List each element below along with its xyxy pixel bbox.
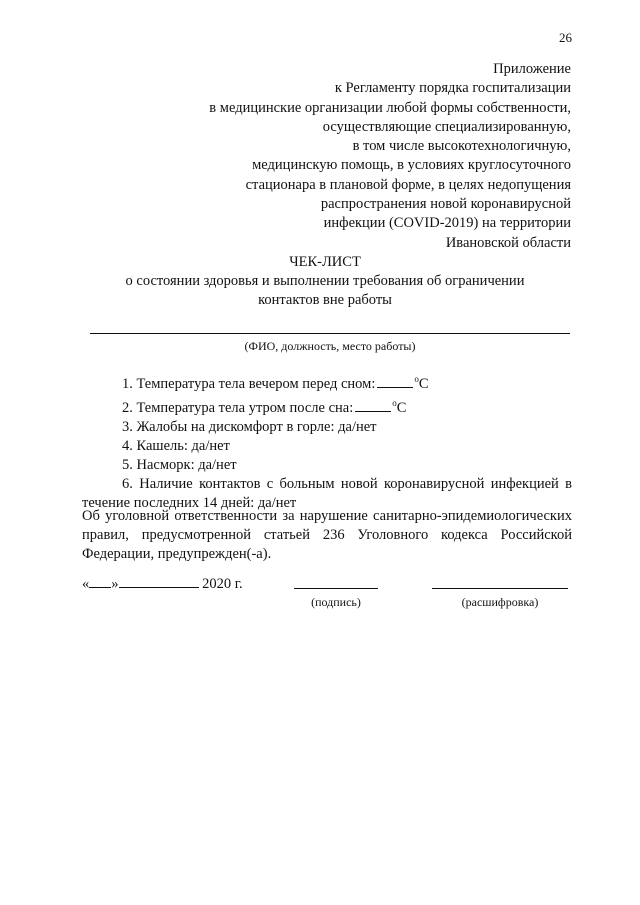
document-title-block <box>80 253 570 310</box>
fio-fill-line[interactable] <box>90 332 570 334</box>
quote-open: « <box>82 576 90 592</box>
fio-caption: (ФИО, должность, место работы) <box>244 339 416 353</box>
year-label: 2020 г. <box>202 576 243 592</box>
appendix-line: Приложение <box>493 61 571 77</box>
checklist-item-morning-temperature <box>82 394 572 418</box>
degree-mark: o <box>414 374 419 384</box>
appendix-header <box>151 60 571 253</box>
document-subtitle-line: о состоянии здоровья и выполнении требования об ограничении <box>125 273 525 289</box>
document-title: ЧЕК-ЛИСТ <box>289 254 361 270</box>
degree-mark: o <box>392 397 397 408</box>
liability-warning: Об уголовной ответственности за нарушение санитарно-эпидемиологических правил, предусмотренной статьей 236 Уголовного кодекса Российской Федерации, предупрежден(-а). <box>82 508 572 562</box>
temperature-blank[interactable] <box>355 399 391 412</box>
appendix-line: осуществляющие специализированную, <box>322 118 571 135</box>
item-label: 1. Температура тела вечером перед сном: <box>122 375 376 392</box>
appendix-line: в том числе высокотехнологичную, <box>352 138 571 155</box>
appendix-line: Ивановской области <box>445 234 571 251</box>
signature-line[interactable] <box>294 587 378 589</box>
appendix-line: распространения новой коронавирусной <box>320 196 571 213</box>
unit-label: С <box>396 399 407 416</box>
signature-caption: (подпись) <box>311 595 361 609</box>
quote-close: » <box>111 576 119 592</box>
item-label: 2. Температура тела утром после сна: <box>122 399 354 416</box>
name-decode-caption: (расшифровка) <box>461 595 539 609</box>
month-blank[interactable] <box>119 575 199 588</box>
appendix-line: в медицинские организации любой формы собственности, <box>209 99 571 116</box>
appendix-line: стационара в плановой форме, в целях недопущения <box>245 176 571 193</box>
day-blank[interactable] <box>89 575 111 588</box>
page-number: 26 <box>559 30 572 45</box>
checklist-item-throat: 3. Жалобы на дискомфорт в горле: да/нет <box>122 418 377 435</box>
temperature-blank[interactable] <box>377 375 413 388</box>
checklist-item-cough: 4. Кашель: да/нет <box>122 437 230 454</box>
checklist-item-contacts: 6. Наличие контактов с больным новой коронавирусной инфекцией в течение последних 14 дней: да/нет <box>82 475 572 511</box>
checklist-item-evening-temperature <box>82 370 572 394</box>
appendix-line: к Регламенту порядка госпитализации <box>334 80 571 97</box>
name-decode-line[interactable] <box>432 587 568 589</box>
checklist-items <box>82 370 572 513</box>
checklist-item-runny-nose: 5. Насморк: да/нет <box>122 456 237 473</box>
signature-row <box>82 575 572 615</box>
unit-label: С <box>418 375 429 392</box>
appendix-line: инфекции (COVID-2019) на территории <box>323 215 571 232</box>
appendix-line: медицинскую помощь, в условиях круглосуточного <box>252 157 571 174</box>
document-subtitle-line: контактов вне работы <box>258 292 392 308</box>
date-field <box>82 575 243 593</box>
